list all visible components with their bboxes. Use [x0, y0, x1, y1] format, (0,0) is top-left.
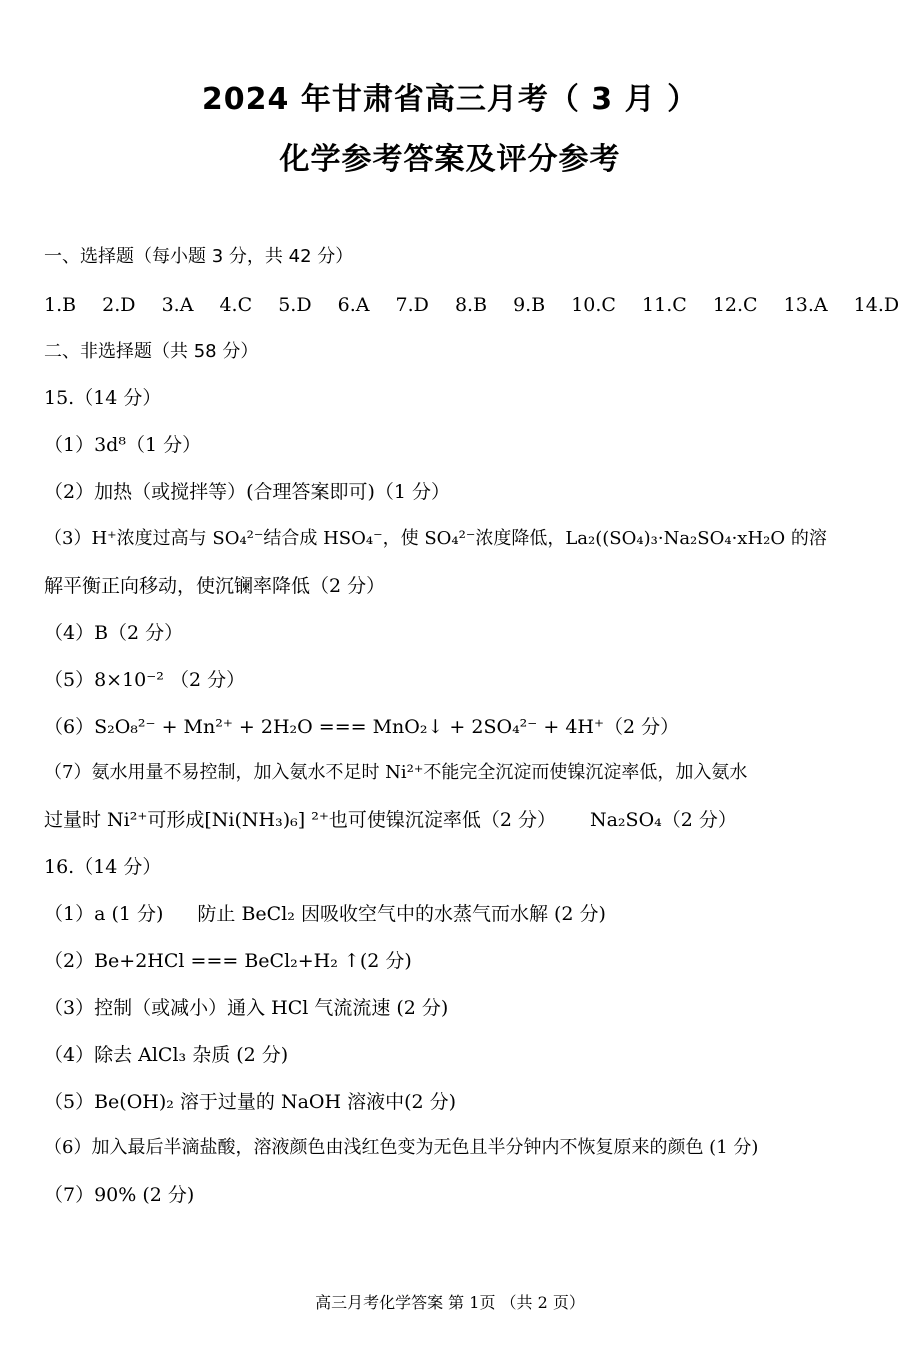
page-title: 2024 年甘肃省高三月考（ 3 月 ）: [201, 82, 699, 117]
q15-part-2: （2）加热（或搅拌等）(合理答案即可)（1 分）: [44, 481, 451, 503]
q16-part-1: [44, 901, 606, 927]
q15-part-7-extra: Na₂SO₄（2 分）: [589, 809, 737, 831]
q16-part-2: （2）Be+2HCl === BeCl₂+H₂ ↑(2 分): [44, 950, 412, 972]
page-footer: 高三月考化学答案 第 1页 （共 2 页）: [315, 1293, 585, 1312]
q15-part-7: （7）氨水用量不易控制，加入氨水不足时 Ni²⁺不能完全沉淀而使镍沉淀率低，加入氨水: [44, 762, 748, 783]
q16-part-5: （5）Be(OH)₂ 溶于过量的 NaOH 溶液中(2 分): [44, 1091, 457, 1113]
q15-part-6: （6）S₂O₈²⁻ + Mn²⁺ + 2H₂O === MnO₂↓ + 2SO₄²⁻ + 4H⁺（2 分）: [44, 716, 680, 738]
answer-4: 4.C: [219, 294, 253, 316]
q16-part-4: （4）除去 AlCl₃ 杂质 (2 分): [44, 1044, 289, 1066]
section-heading-choice: 一、选择题（每小题 3 分，共 42 分）: [44, 246, 354, 267]
choice-answers-row: [44, 292, 900, 318]
answer-8: 8.B: [454, 294, 488, 316]
question-15-heading: 15.（14 分）: [44, 387, 162, 409]
page-subtitle: 化学参考答案及评分参考: [279, 142, 621, 177]
q15-part-7-cont: [44, 807, 737, 833]
answer-9: 9.B: [513, 294, 546, 316]
q16-part-7: （7）90% (2 分): [44, 1184, 195, 1206]
section-heading-nonchoice: 二、非选择题（共 58 分）: [44, 341, 259, 362]
answer-6: 6.A: [337, 294, 370, 316]
q16-part-6: （6）加入最后半滴盐酸，溶液颜色由浅红色变为无色且半分钟内不恢复原来的颜色 (1 分): [44, 1137, 759, 1158]
q15-part-3-cont: 解平衡正向移动，使沉镧率降低（2 分）: [44, 575, 386, 597]
answer-5: 5.D: [278, 294, 312, 316]
answer-2: 2.D: [102, 294, 136, 316]
q15-part-3: （3）H⁺浓度过高与 SO₄²⁻结合成 HSO₄⁻，使 SO₄²⁻浓度降低，La₂((SO₄)₃·Na₂SO₄·xH₂O 的溶: [44, 528, 827, 549]
q15-part-1: （1）3d⁸（1 分）: [44, 434, 202, 456]
answer-12: 12.C: [712, 294, 758, 316]
q16-part-3: （3）控制（或减小）通入 HCl 气流流速 (2 分): [44, 997, 449, 1019]
answer-14: 14.D: [853, 294, 900, 316]
q15-part-5: （5）8×10⁻² （2 分）: [44, 669, 246, 691]
answer-7: 7.D: [395, 294, 429, 316]
q15-part-7-text: 过量时 Ni²⁺可形成[Ni(NH₃)₆] ²⁺也可使镍沉淀率低（2 分）: [44, 809, 556, 831]
answer-11: 11.C: [642, 294, 687, 316]
question-16-heading: 16.（14 分）: [44, 856, 162, 878]
answer-3: 3.A: [161, 294, 194, 316]
q15-part-4: （4）B（2 分）: [44, 622, 184, 644]
answer-10: 10.C: [571, 294, 616, 316]
q16-part-1-reason: 防止 BeCl₂ 因吸收空气中的水蒸气而水解 (2 分): [197, 903, 606, 925]
answer-1: 1.B: [44, 294, 77, 316]
q16-part-1-answer: （1）a (1 分): [44, 903, 164, 925]
answer-13: 13.A: [783, 294, 828, 316]
